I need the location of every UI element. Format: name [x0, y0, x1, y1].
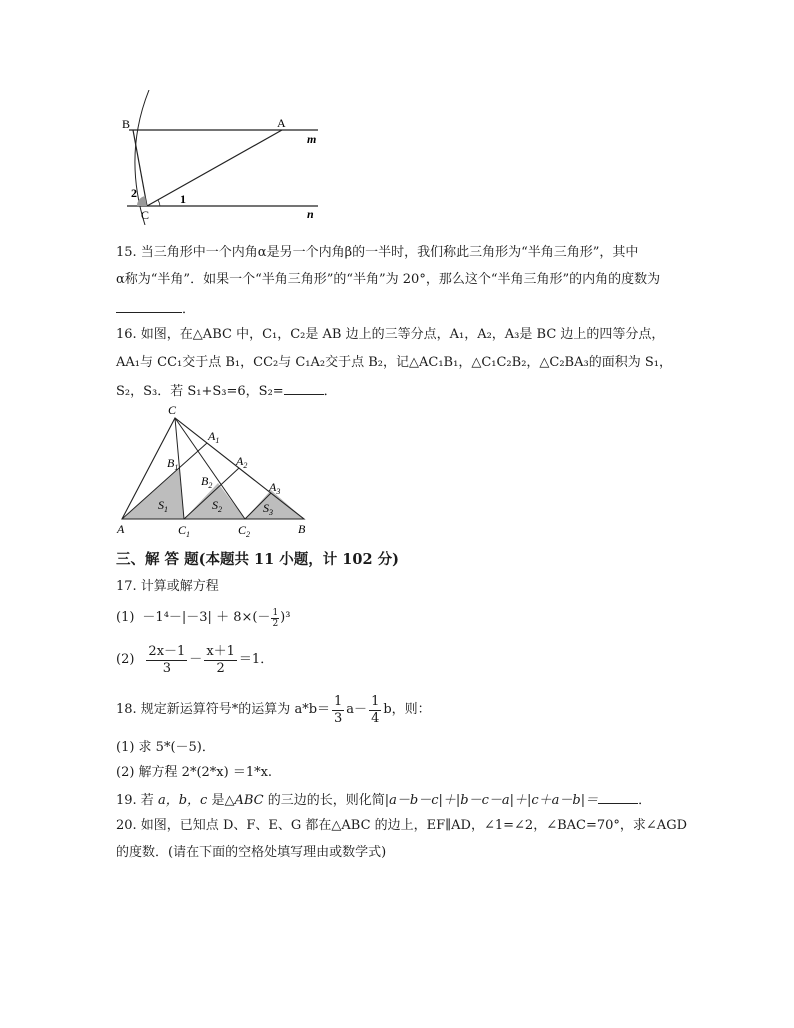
q17-part1-expr-b: )³ [280, 610, 291, 625]
q20-line2: 的度数．(请在下面的空格处填写理由或数学式) [116, 845, 387, 860]
q19-vars: a，b，c [157, 793, 208, 808]
q17-part2-minus: － [189, 652, 203, 667]
q16-line1: 16. 如图，在△ABC 中，C₁，C₂是 AB 边上的三等分点，A₁，A₂，A₃是 BC 边上的四等分点， [116, 327, 665, 342]
q18-stem [116, 690, 431, 730]
label-angle-1: 1 [180, 192, 186, 206]
q17-part2-fraction1: $\frac{2x-1}{3}$ [148, 643, 186, 676]
angle-1-arc [158, 200, 160, 206]
q17-part1 [116, 604, 290, 632]
q18-fraction2: $\frac{1}{4}$ [371, 693, 380, 726]
q19-text-c: 的三边的长，则化简 [267, 793, 385, 808]
q17-part2-fraction2: $\frac{x+1}{2}$ [206, 643, 235, 676]
q17-part1-label: (1) [116, 610, 135, 625]
label-n: n [307, 207, 314, 221]
q16-end: ． [323, 384, 337, 399]
label-C-top: C [168, 403, 177, 417]
q17-part1-fraction: $\frac{1}{2}$ [272, 607, 279, 629]
figure-parallel-lines [115, 90, 335, 225]
label-A1: $A_1$ [208, 429, 220, 445]
q17-part1-expr-a: －1⁴－|－3| ＋ 8×(－ [142, 610, 271, 625]
q15-line1: 15. 当三角形中一个内角α是另一个内角β的一半时，我们称此三角形为“半角三角形”，其中 [116, 245, 639, 260]
q15-line2: α称为“半角”．如果一个“半角三角形”的“半角”为 20°，那么这个“半角三角形”的内角的度数为 [116, 272, 661, 287]
figure-triangle-areas [112, 402, 322, 540]
q17-part2-label: (2) [116, 652, 135, 667]
section3-heading: 三、解 答 题(本题共 11 小题，计 102 分) [116, 551, 399, 568]
label-C: C [141, 208, 150, 222]
q16-line3 [116, 382, 337, 400]
q15-line3 [116, 300, 195, 318]
q18-text-a: 18. 规定新运算符号*的运算为 a*b＝ [116, 702, 331, 717]
q19-answer-blank[interactable] [598, 791, 638, 804]
q18-part2: (2) 解方程 2*(2*x) ＝1*x. [116, 765, 273, 780]
label-S3: $S_3$ [263, 501, 273, 517]
label-A2: $A_2$ [236, 454, 248, 470]
q19-text-a: 19. 若 [116, 793, 154, 808]
label-B1: $B_1$ [167, 456, 179, 472]
q20-line1: 20. 如图，已知点 D、F、E、G 都在△ABC 的边上，EF∥AD，∠1=∠2，∠BAC=70°，求∠AGD [116, 818, 687, 833]
q18-fraction1: $\frac{1}{3}$ [334, 693, 343, 726]
region-S1 [122, 469, 184, 519]
label-B2: $B_2$ [201, 474, 213, 490]
label-A: A [277, 116, 286, 130]
q19-text-b: 是△ [211, 793, 235, 808]
segment-AC [147, 130, 282, 206]
q17-title: 17. 计算或解方程 [116, 579, 219, 594]
q18-text-c: b，则： [383, 702, 431, 717]
label-S2: $S_2$ [212, 498, 222, 514]
q15-answer-blank[interactable] [116, 300, 182, 313]
q18-text-b: a－ [346, 702, 368, 717]
label-B-bottom: B [298, 522, 306, 536]
q19-line [116, 791, 651, 809]
region-S3 [245, 490, 304, 519]
q17-part2 [116, 640, 273, 680]
q19-triangle: ABC [234, 793, 264, 808]
q16-line2: AA₁与 CC₁交于点 B₁，CC₂与 C₁A₂交于点 B₂，记△AC₁B₁，△C₁C₂B₂，△C₂BA₃的面积为 S₁， [116, 355, 672, 370]
label-A3: $A_3$ [269, 480, 281, 496]
label-angle-2: 2 [131, 186, 137, 200]
q16-line3-text: S₂，S₃．若 S₁+S₃=6，S₂= [116, 384, 284, 399]
q15-end: ． [182, 302, 196, 317]
q17-part2-rhs: ＝1． [238, 652, 274, 667]
q16-answer-blank[interactable] [284, 382, 324, 395]
label-A-bottom: A [117, 522, 125, 536]
q18-part1: (1) 求 5*(－5)． [116, 740, 215, 755]
q19-expression: |a－b－c|＋|b－c－a|＋|c＋a－b|＝ [384, 793, 599, 808]
label-C1: $C_1$ [178, 523, 191, 539]
label-S1: $S_1$ [158, 498, 168, 514]
label-m: m [307, 132, 317, 146]
q19-end: ． [638, 793, 652, 808]
label-C2: $C_2$ [238, 523, 251, 539]
label-B: B [122, 117, 131, 131]
